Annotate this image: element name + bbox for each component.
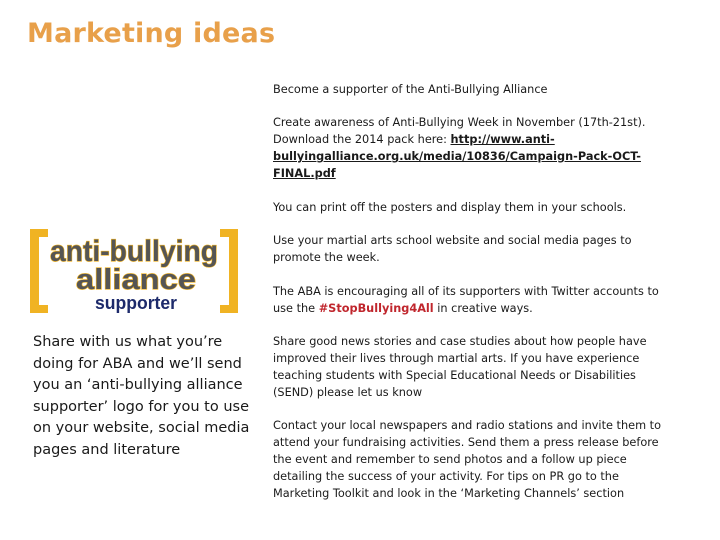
campaign-pack-link[interactable]: http://www.anti-bullyingalliance.org.uk/media/10836/Campaign-Pack-OCT-FINAL.pdf: [273, 133, 641, 180]
logo-line-1: anti-bullying: [50, 235, 218, 268]
idea-contact-media: Contact your local newspapers and radio stations and invite them to attend your fundraising activities. Send them a press release before the event and remember to send photos and a follow up piece detailing the success of your activity. For tips on PR go to the Marketing Toolkit and look in the ‘Marketing Channels’ section: [273, 419, 662, 500]
aba-supporter-logo: [24, 225, 244, 317]
idea-twitter: [273, 283, 668, 317]
hashtag: #StopBullying4All: [318, 302, 434, 315]
right-bracket-icon: [220, 229, 238, 313]
logo-offer-text: Share with us what you’re doing for ABA and we’ll send you an ‘anti-bullying alliance supporter’ logo for you to use on your website, social media pages and literature: [33, 334, 250, 458]
logo-line-3: supporter: [95, 293, 177, 313]
page-title: Marketing ideas: [27, 18, 276, 49]
idea-awareness-text: Create awareness of Anti-Bullying Week in November (17th-21st). Download the 2014 pack here:: [273, 116, 646, 146]
idea-print-posters: You can print off the posters and display them in your schools.: [273, 201, 627, 214]
idea-website-social: Use your martial arts school website and social media pages to promote the week.: [273, 234, 632, 264]
logo-line-2: alliance: [76, 264, 196, 296]
left-bracket-icon: [30, 229, 48, 313]
idea-share-stories: Share good news stories and case studies about how people have improved their lives through martial arts. If you have experience teaching students with Special Educational Needs or Disabilities (SEND) please let us know: [273, 335, 647, 399]
idea-twitter-post: in creative ways.: [433, 302, 533, 315]
idea-twitter-pre: The ABA is encouraging all of its supporters with Twitter accounts to use the: [273, 285, 659, 315]
idea-awareness-week: [273, 114, 663, 182]
idea-become-supporter: Become a supporter of the Anti-Bullying Alliance: [273, 83, 548, 96]
